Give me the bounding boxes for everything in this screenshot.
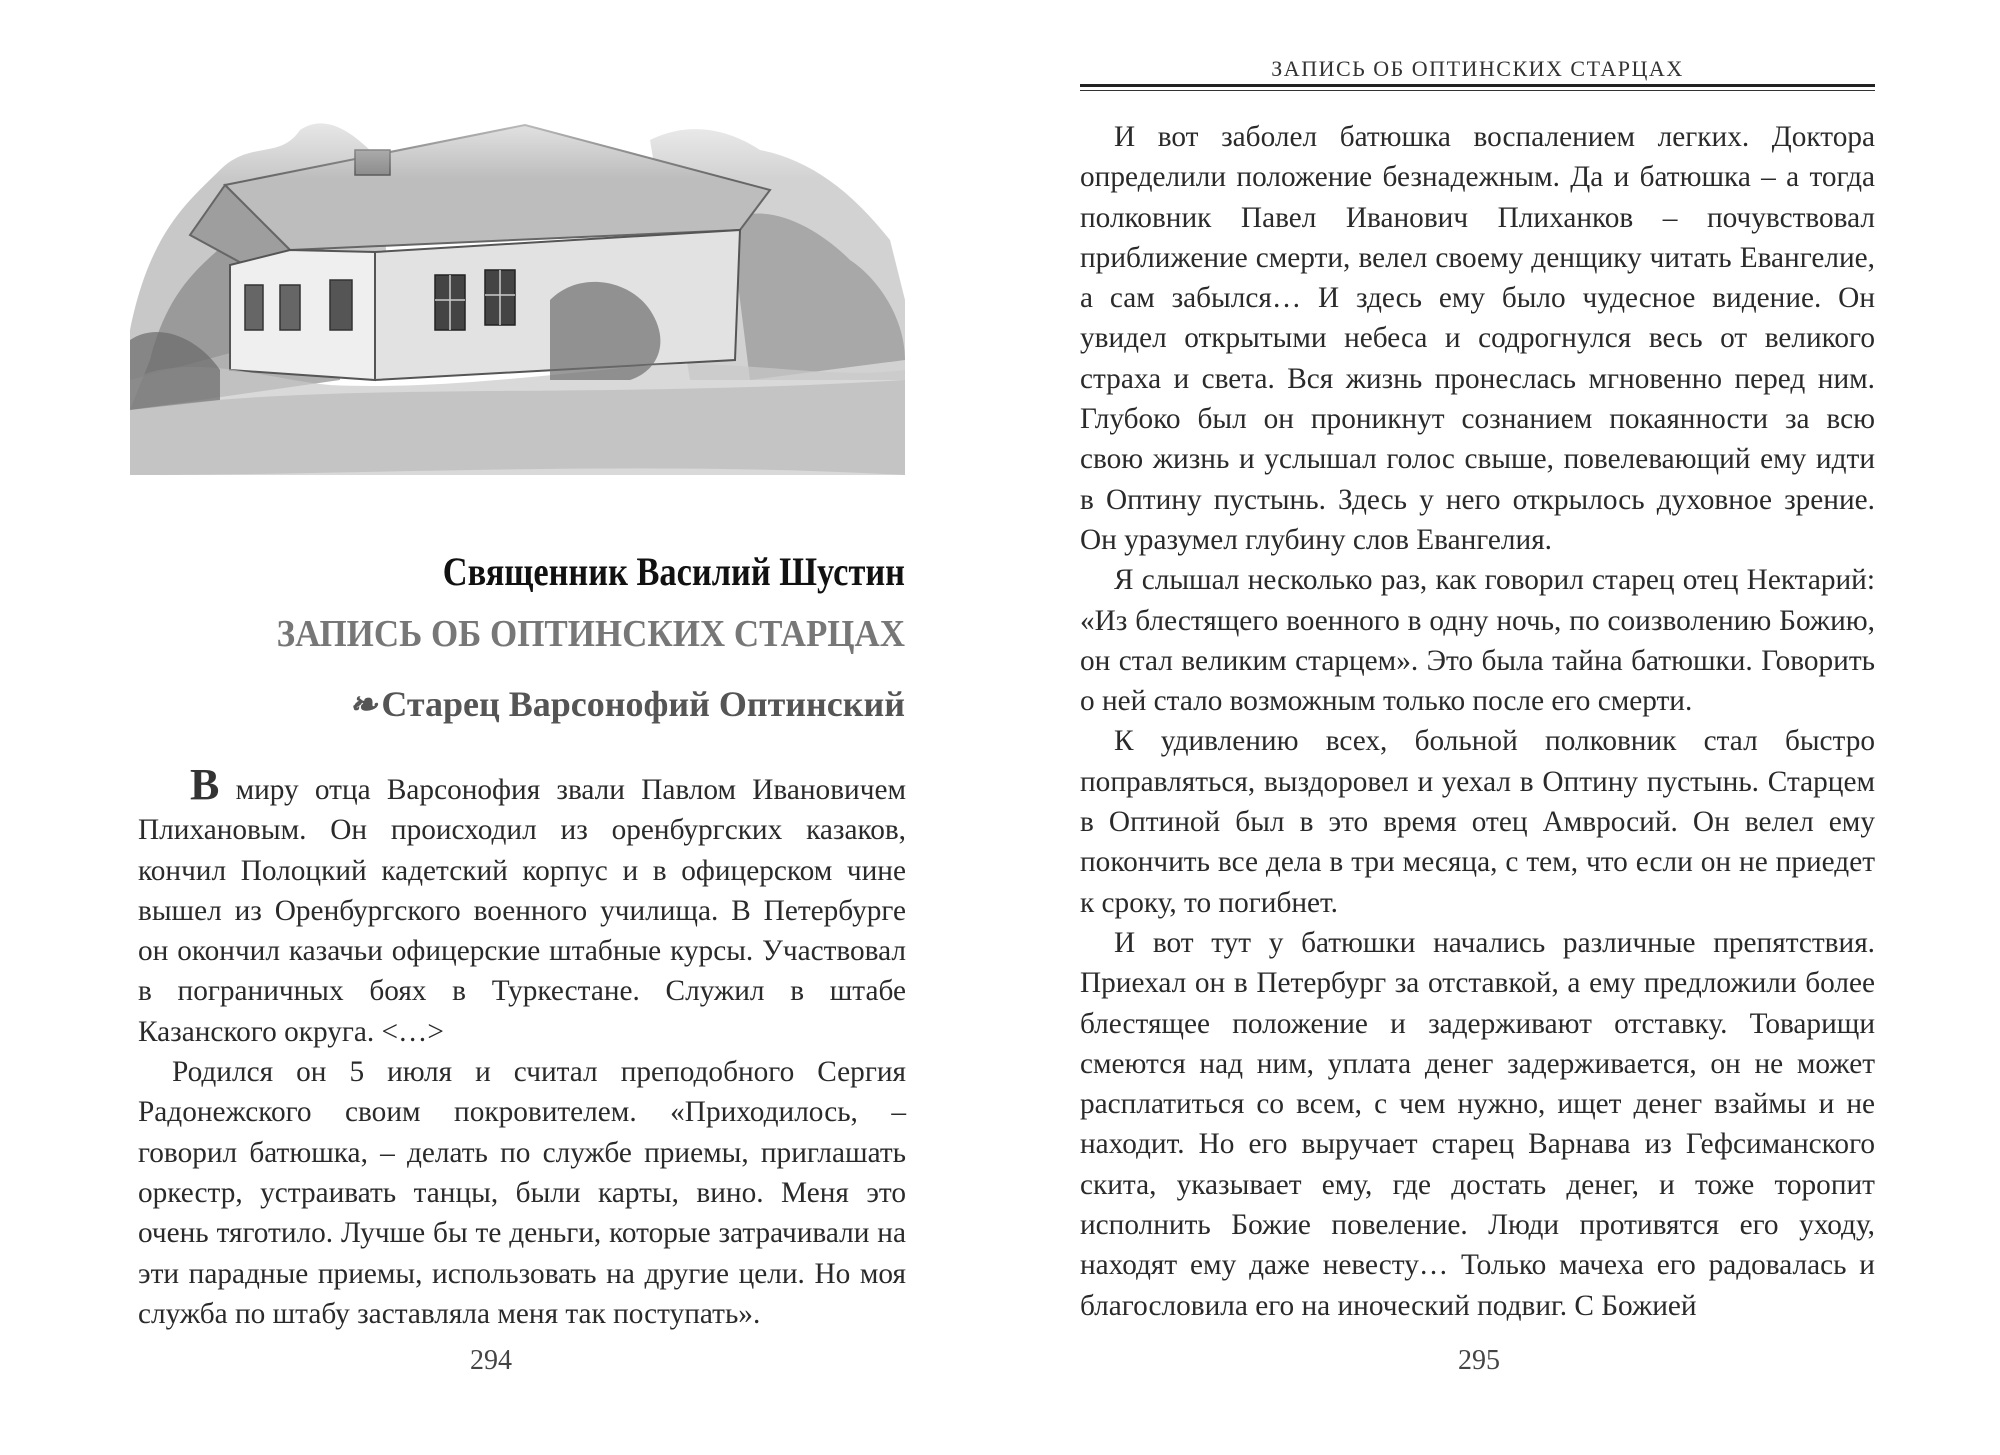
page-number-left: 294 — [470, 1345, 512, 1376]
paragraph: К удивлению всех, больной полковник стал быстро поправляться, выздоровел и уехал в Оптину пустынь. Старцем в Оптиной был в это время отец Амвросий. Он велел ему покончить все дела в три месяца, с тем, что если он не приедет к сроку, то погибнет. — [1080, 725, 1875, 919]
header-rule — [1080, 84, 1875, 87]
drop-cap: В — [190, 760, 220, 809]
chapter-title: Старец Варсонофий Оптинский — [381, 684, 905, 724]
left-body-text — [138, 760, 906, 1334]
header-rule-thin — [1080, 90, 1875, 91]
page-number-right: 295 — [1458, 1345, 1500, 1376]
paragraph: Родился он 5 июля и считал преподобного Сергия Радонежского своим покровителем. «Приходилось, – говорил батюшка, – делать по службе приемы, приглашать оркестр, устраивать танцы, были карты, вино. Меня это очень тяготило. Лучше бы те деньги, которые затрачивали на эти парадные приемы, использовать на другие цели. Но моя служба по штабу заставляла меня так поступать». — [138, 1056, 906, 1330]
paragraph — [138, 760, 906, 1052]
flourish-ornament-icon: ❧ — [348, 687, 378, 724]
author-name: Священник Василий Шустин — [442, 549, 905, 594]
paragraph-text: миру отца Варсонофия звали Павлом Ивановичем Плихановым. Он происходил из оренбургских казаков, кончил Полоцкий кадетский корпус и в офицерском чине вышел из Оренбургского военного училища. В Петербурге он окончил казачьи офицерские штабные курсы. Участвовал в пограничных боях в Туркестане. Служил в штабе Казанского округа. <…> — [138, 774, 906, 1048]
chapter-heading — [0, 683, 905, 725]
book-title: ЗАПИСЬ ОБ ОПТИНСКИХ СТАРЦАХ — [276, 613, 905, 655]
paragraph: Я слышал несколько раз, как говорил старец отец Нектарий: «Из блестящего военного в одну ночь, по соизволению Божию, он стал великим старцем». Это была тайна батюшки. Говорить о ней стало возможным только после его смерти. — [1080, 564, 1875, 718]
running-head: ЗАПИСЬ ОБ ОПТИНСКИХ СТАРЦАХ — [1271, 56, 1684, 81]
paragraph: И вот заболел батюшка воспалением легких. Доктора определили положение безнадежным. Да и батюшка – а тогда полковник Павел Иванович Плиханков – почувствовал приближение смерти, велел своему денщику читать Евангелие, а сам забылся… И здесь ему было чудесное видение. Он увидел открытыми небеса и содрогнулся весь от великого страха и света. Вся жизнь пронеслась мгновенно перед ним. Глубоко был он проникнут сознанием покаянности за всю свою жизнь и услышал голос свыше, повелевающий ему идти в Оптину пустынь. Здесь у него открылось духовное зрение. Он уразумел глубину слов Евангелия. — [1080, 121, 1875, 556]
paragraph: И вот тут у батюшки начались различные препятствия. Приехал он в Петербург за отставкой, а ему предложили более блестящее положение и задерживают отставку. Товарищи смеются над ним, уплата денег задерживается, он не может расплатиться со всем, с чем нужно, ищет денег взаймы и не находит. Но его выручает старец Варнава из Гефсиманского скита, указывает ему, где достать денег, и тоже торопит исполнить Божие повеление. Люди противятся его уходу, находят ему даже невесту… Только мачеха его радовалась и благословила его на иноческий подвиг. С Божией — [1080, 926, 1875, 1322]
house-illustration — [130, 80, 905, 475]
right-body-text — [1080, 117, 1875, 1326]
